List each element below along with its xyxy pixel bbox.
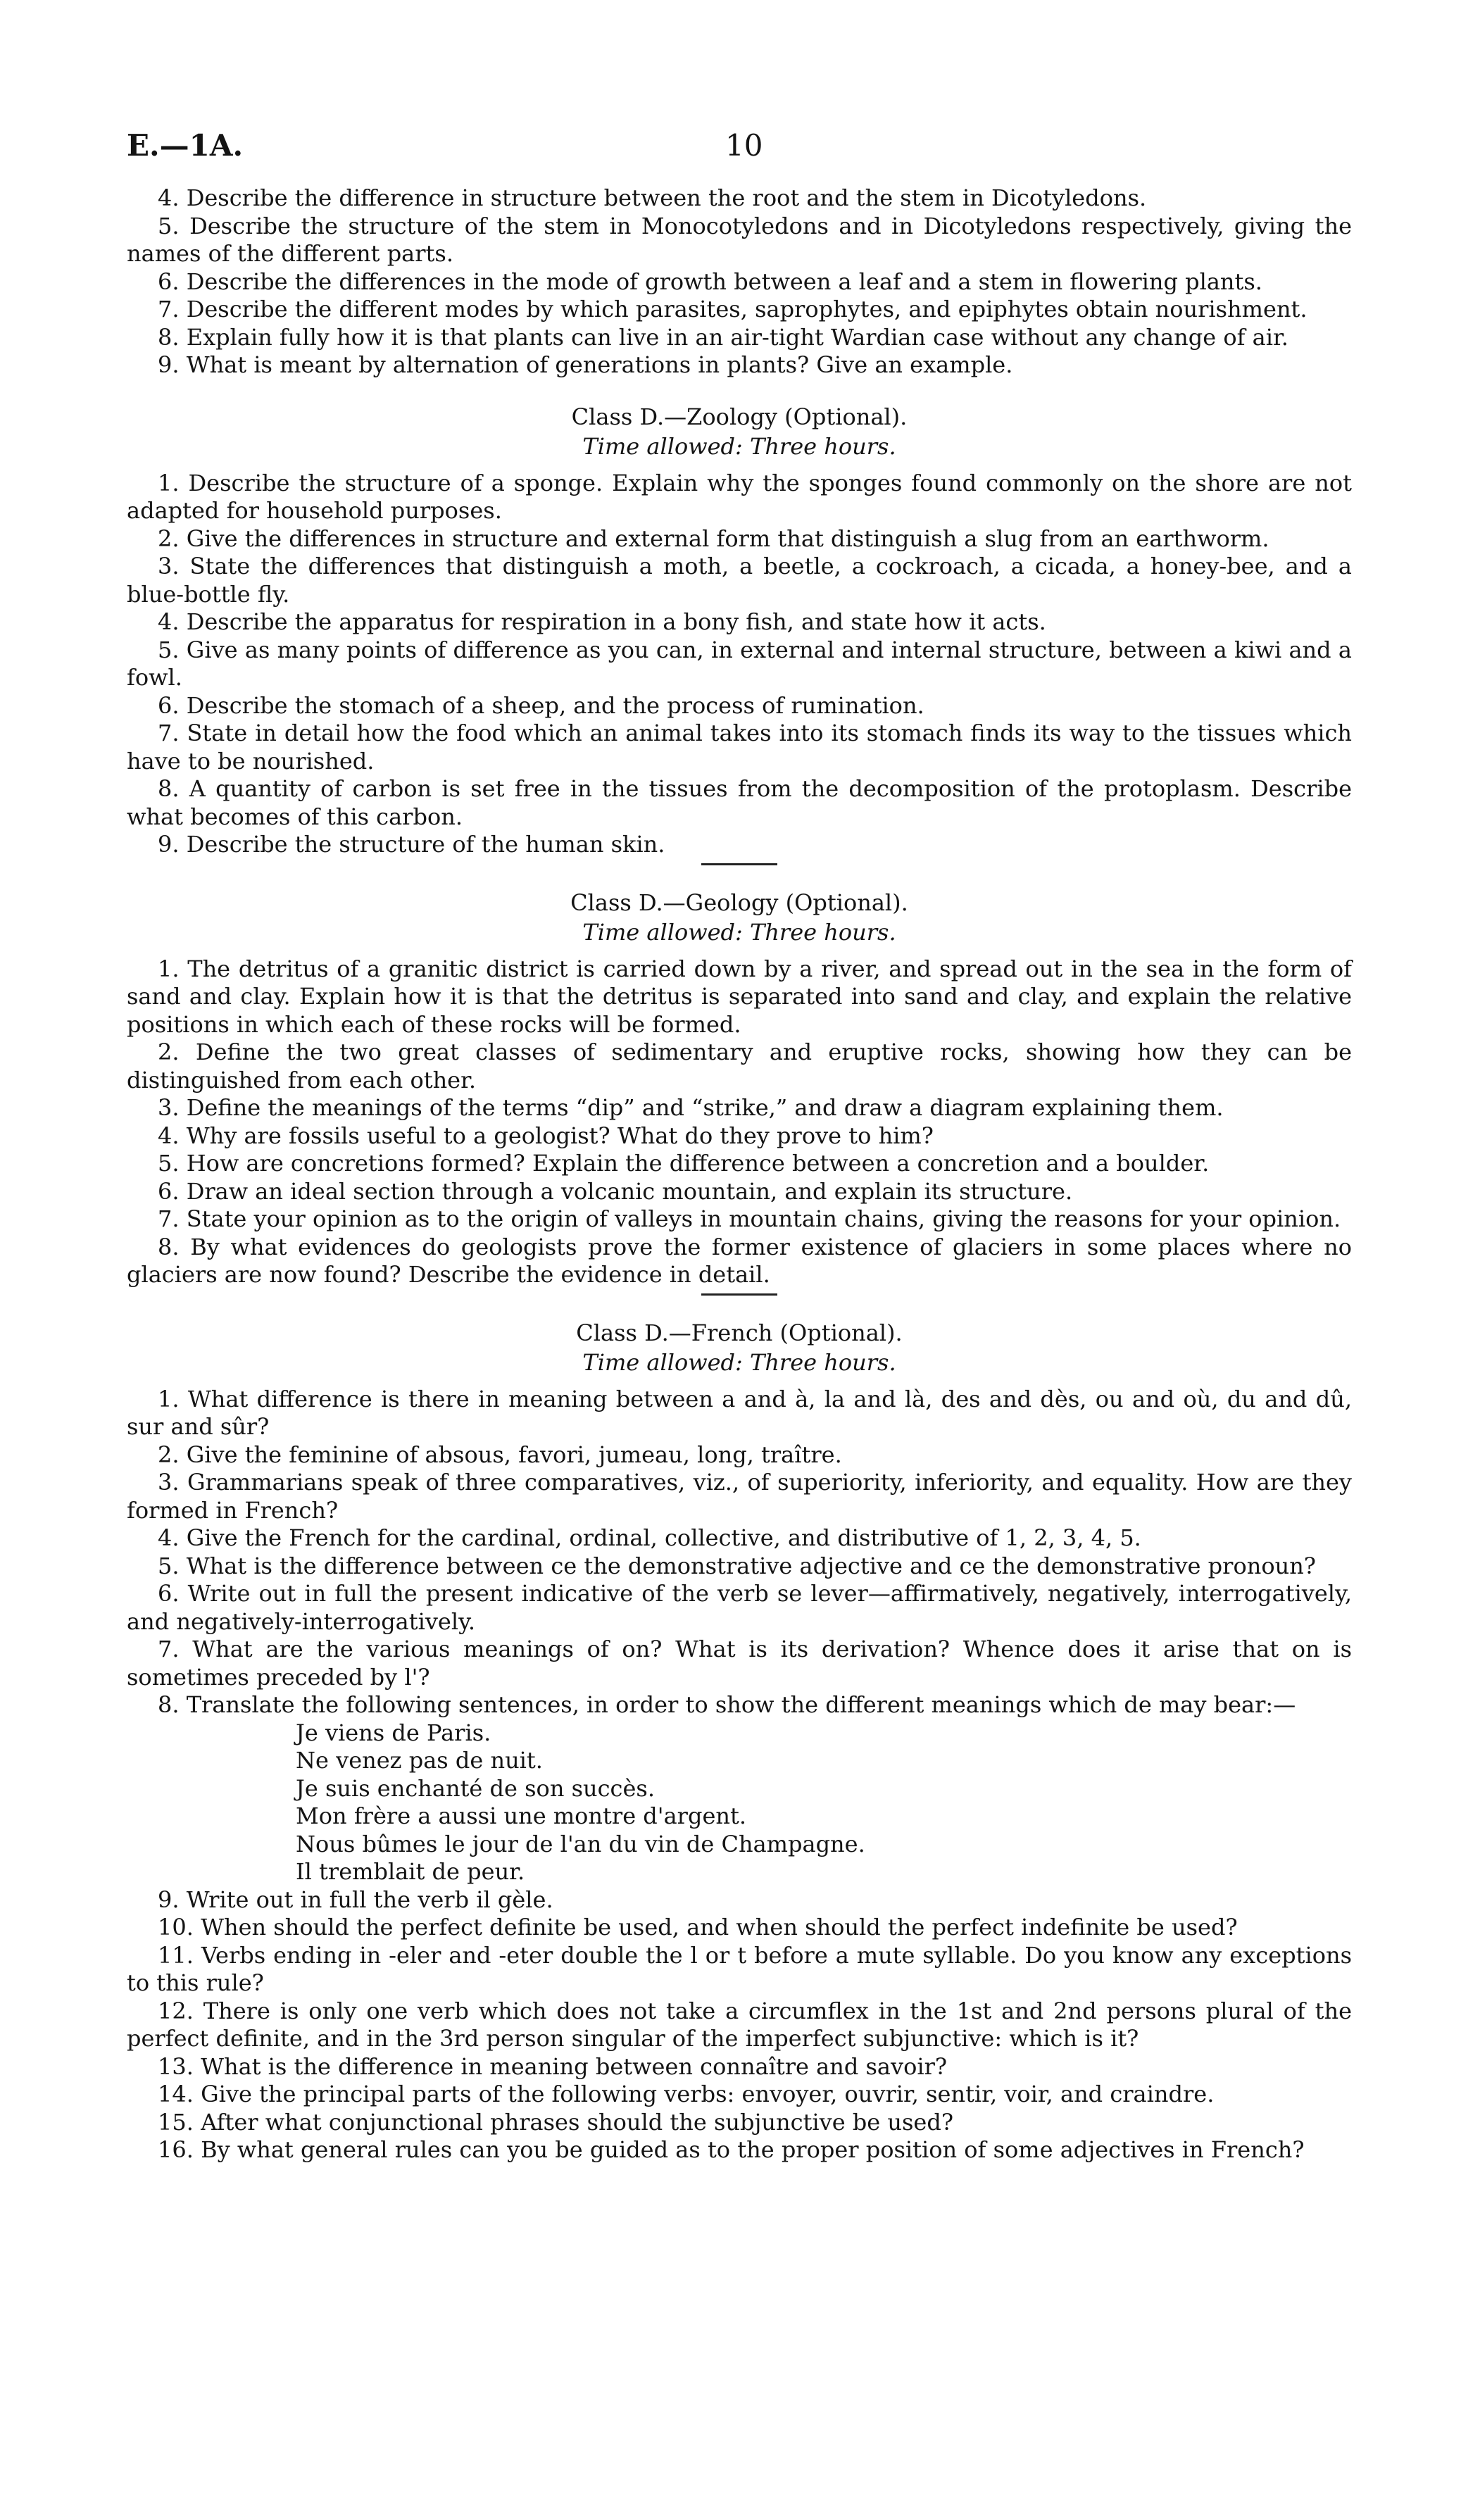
question: 6. Write out in full the present indicative of the verb se lever—affirmatively, negatively, interrogatively, and negatively-interrogatively. — [127, 1580, 1352, 1635]
question: 16. By what general rules can you be guided as to the proper position of some adjectives in French? — [158, 2136, 1305, 2163]
zoology-section — [127, 402, 1352, 865]
section-title: Class D.—Zoology (Optional). — [571, 403, 908, 430]
question: 4. Describe the difference in structure between the root and the stem in Dicotyledons. — [158, 184, 1147, 211]
question: 10. When should the perfect definite be used, and when should the perfect indefinite be used? — [158, 1914, 1238, 1941]
question: 9. What is meant by alternation of generations in plants? Give an example. — [158, 351, 1013, 378]
question: 8. Explain fully how it is that plants can live in an air-tight Wardian case without any change of air. — [158, 323, 1288, 351]
question: 6. Describe the stomach of a sheep, and the process of rumination. — [158, 691, 924, 719]
question: 11. Verbs ending in -eler and -eter double the l or t before a mute syllable. Do you know any exceptions to this rule? — [127, 1941, 1352, 1996]
section-title: Class D.—Geology (Optional). — [570, 889, 908, 916]
botany-questions-continued — [127, 184, 1352, 380]
time-allowed: Time allowed: Three hours. — [582, 1348, 896, 1376]
section-title: Class D.—French (Optional). — [576, 1319, 903, 1346]
french-section — [127, 1318, 1352, 2164]
page-header — [127, 128, 1352, 184]
question: 2. Give the feminine of absous, favori, jumeau, long, traître. — [158, 1441, 842, 1468]
question: 1. The detritus of a granitic district is carried down by a river, and spread out in the sea in the form of sand and clay. Explain how it is that the detritus is separated into sand and clay, and explain the relative positions in which each of these rocks will be formed. — [127, 955, 1352, 1038]
question: 14. Give the principal parts of the following verbs: envoyer, ouvrir, sentir, voir, and craindre. — [158, 2081, 1215, 2107]
french-sentence: Mon frère a aussi une montre d'argent. — [296, 1803, 747, 1829]
french-sentence: Je suis enchanté de son succès. — [296, 1774, 655, 1802]
translation-sentences — [127, 1719, 1352, 1886]
question: 8. Translate the following sentences, in order to show the different meanings which de may bear:— — [158, 1691, 1296, 1718]
french-sentence: Il tremblait de peur. — [296, 1858, 525, 1885]
question: 5. Give as many points of difference as you can, in external and internal structure, between a kiwi and a fowl. — [127, 636, 1352, 691]
question: 6. Describe the differences in the mode of growth between a leaf and a stem in flowering plants. — [158, 268, 1262, 295]
question: 8. By what evidences do geologists prove the former existence of glaciers in some places where no glaciers are now found? Describe the evidence in detail. — [127, 1233, 1352, 1288]
question: 15. After what conjunctional phrases should the subjunctive be used? — [158, 2108, 953, 2136]
french-sentence: Ne venez pas de nuit. — [296, 1747, 543, 1774]
question: 9. Describe the structure of the human skin. — [158, 831, 665, 858]
question: 2. Give the differences in structure and external form that distinguish a slug from an earthworm. — [158, 525, 1269, 552]
french-sentence: Nous bûmes le jour de l'an du vin de Champagne. — [296, 1830, 865, 1857]
question: 8. A quantity of carbon is set free in the tissues from the decomposition of the protoplasm. Describe what becomes of this carbon. — [127, 775, 1352, 830]
question: 3. State the differences that distinguish a moth, a beetle, a cockroach, a cicada, a honey-bee, and a blue-bottle fly. — [127, 553, 1352, 608]
question: 7. Describe the different modes by which parasites, saprophytes, and epiphytes obtain nourishment. — [158, 296, 1307, 322]
question: 7. State in detail how the food which an animal takes into its stomach finds its way to the tissues which have to be nourished. — [127, 720, 1352, 775]
question: 7. What are the various meanings of on? What is its derivation? Whence does it arise that on is sometimes preceded by l'? — [127, 1636, 1352, 1691]
section-divider — [701, 863, 777, 865]
document-page — [127, 128, 1352, 2164]
document-reference: E.—1A. — [127, 128, 244, 163]
page-number: 10 — [725, 128, 763, 163]
geology-section — [127, 888, 1352, 1296]
section-divider — [701, 1293, 777, 1296]
question: 9. Write out in full the verb il gèle. — [158, 1886, 553, 1913]
french-sentence: Je viens de Paris. — [296, 1719, 491, 1746]
question: 1. Describe the structure of a sponge. Explain why the sponges found commonly on the shore are not adapted for household purposes. — [127, 469, 1352, 524]
question: 4. Give the French for the cardinal, ordinal, collective, and distributive of 1, 2, 3, 4, 5. — [158, 1524, 1141, 1551]
question: 4. Describe the apparatus for respiration in a bony fish, and state how it acts. — [158, 608, 1046, 635]
question: 6. Draw an ideal section through a volcanic mountain, and explain its structure. — [158, 1177, 1073, 1205]
question: 2. Define the two great classes of sedimentary and eruptive rocks, showing how they can be distinguished from each other. — [127, 1039, 1352, 1093]
question: 13. What is the difference in meaning between connaître and savoir? — [158, 2052, 948, 2080]
question: 5. How are concretions formed? Explain the difference between a concretion and a boulder. — [158, 1150, 1210, 1177]
question: 7. State your opinion as to the origin of valleys in mountain chains, giving the reasons for your opinion. — [158, 1205, 1341, 1232]
question: 3. Grammarians speak of three comparatives, viz., of superiority, inferiority, and equality. How are they formed in French? — [127, 1469, 1352, 1524]
question: 12. There is only one verb which does not take a circumflex in the 1st and 2nd persons plural of the perfect definite, and in the 3rd person singular of the imperfect subjunctive: which is it? — [127, 1997, 1352, 2052]
time-allowed: Time allowed: Three hours. — [582, 432, 896, 460]
question: 5. Describe the structure of the stem in Monocotyledons and in Dicotyledons respectively, giving the names of the different parts. — [127, 212, 1352, 267]
question: 5. What is the difference between ce the demonstrative adjective and ce the demonstrative pronoun? — [158, 1552, 1316, 1579]
time-allowed: Time allowed: Three hours. — [582, 918, 896, 946]
question: 3. Define the meanings of the terms “dip” and “strike,” and draw a diagram explaining them. — [158, 1094, 1224, 1121]
question: 4. Why are fossils useful to a geologist? What do they prove to him? — [158, 1122, 934, 1149]
question: 1. What difference is there in meaning between a and à, la and là, des and dès, ou and où, du and dû, sur and sûr? — [127, 1385, 1352, 1440]
